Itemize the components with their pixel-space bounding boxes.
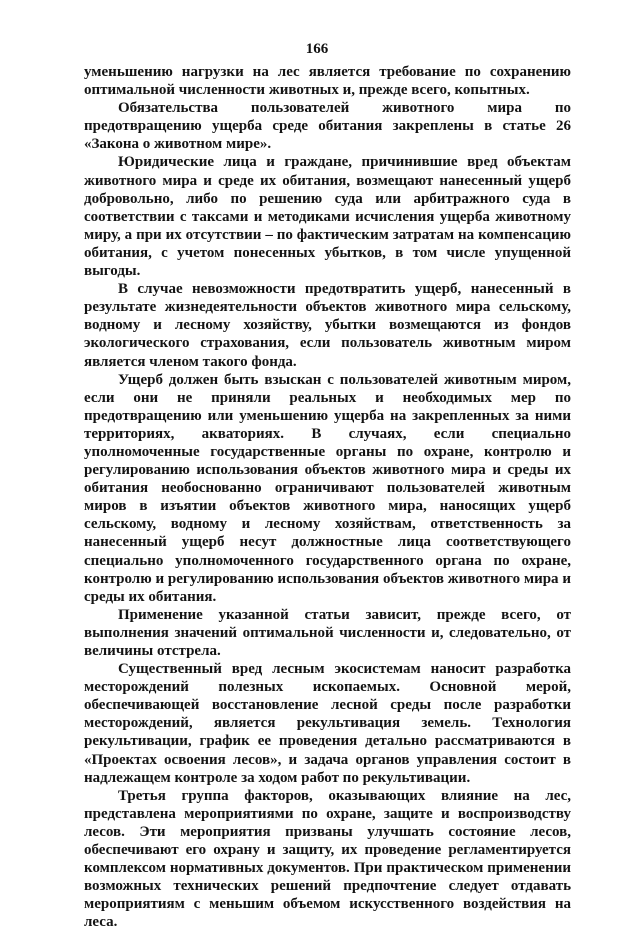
paragraph: Существенный вред лесным экосистемам наносит разработка месторождений полезных ископаемых. Основной мерой, обеспечивающей восстановление лесной среды после разработки месторождений, является рекультивация земель. Технология рекультивации, график ее проведения детально рассматриваются в «Проектах освоения лесов», и задача органов управления состоит в надлежащем контроле за ходом работ по рекультивации. [84, 661, 571, 786]
paragraph: Юридические лица и граждане, причинившие вред объектам животного мира и среде их обитания, возмещают нанесенный ущерб добровольно, либо по решению суда или арбитражного суда в соответствии с таксами и методиками исчисления ущерба животному миру, а при их отсутствии – по фактическим затратам на компенсацию обитания, с учетом понесенных убытков, в том числе упущенной выгоды. [84, 154, 571, 280]
paragraph: В случае невозможности предотвратить ущерб, нанесенный в результате жизнедеятельности объектов животного мира сельскому, водному и лесному хозяйству, убытки возмещаются из фондов экологического страхования, если пользователь животным миром является членом такого фонда. [84, 281, 571, 370]
paragraph: Обязательства пользователей животного мира по предотвращению ущерба среде обитания закреплены в статье 26 «Закона о животном мире». [84, 100, 571, 153]
page-number: 166 [305, 41, 329, 57]
body-text [84, 63, 571, 932]
paragraph: Третья группа факторов, оказывающих влияние на лес, представлена мероприятиями по охране, защите и воспроизводству лесов. Эти мероприятия призваны улучшать состояние лесов, обеспечивают его охрану и защиту, их проведение регламентируется комплексом нормативных документов. При практическом применении возможных технических решений предпочтение следует отдавать мероприятиям с меньшим объемом искусственного воздействия на леса. [84, 787, 571, 931]
paragraph-continuation: уменьшению нагрузки на лес является требование по сохранению оптимальной численности животных и, прежде всего, копытных. [84, 64, 571, 99]
paragraph: Ущерб должен быть взыскан с пользователей животным миром, если они не приняли реальных и необходимых мер по предотвращению или уменьшению ущерба на закрепленных за ними территориях, акваториях. В случаях, если специально уполномоченные государственные органы по охране, контролю и регулированию использования объектов животного мира и среды их обитания необоснованно ограничивают пользователей животным миров в изъятии объектов животного мира, наносящих ущерб сельскому, водному и лесному хозяйствам, ответственность за нанесенный ущерб несут должностные лица соответствующего специально уполномоченного государственного органа по охране, контролю и регулированию использования объектов животного мира и среды их обитания. [84, 371, 571, 605]
paragraph: Применение указанной статьи зависит, прежде всего, от выполнения значений оптимальной численности и, следовательно, от величины отстрела. [84, 606, 571, 659]
